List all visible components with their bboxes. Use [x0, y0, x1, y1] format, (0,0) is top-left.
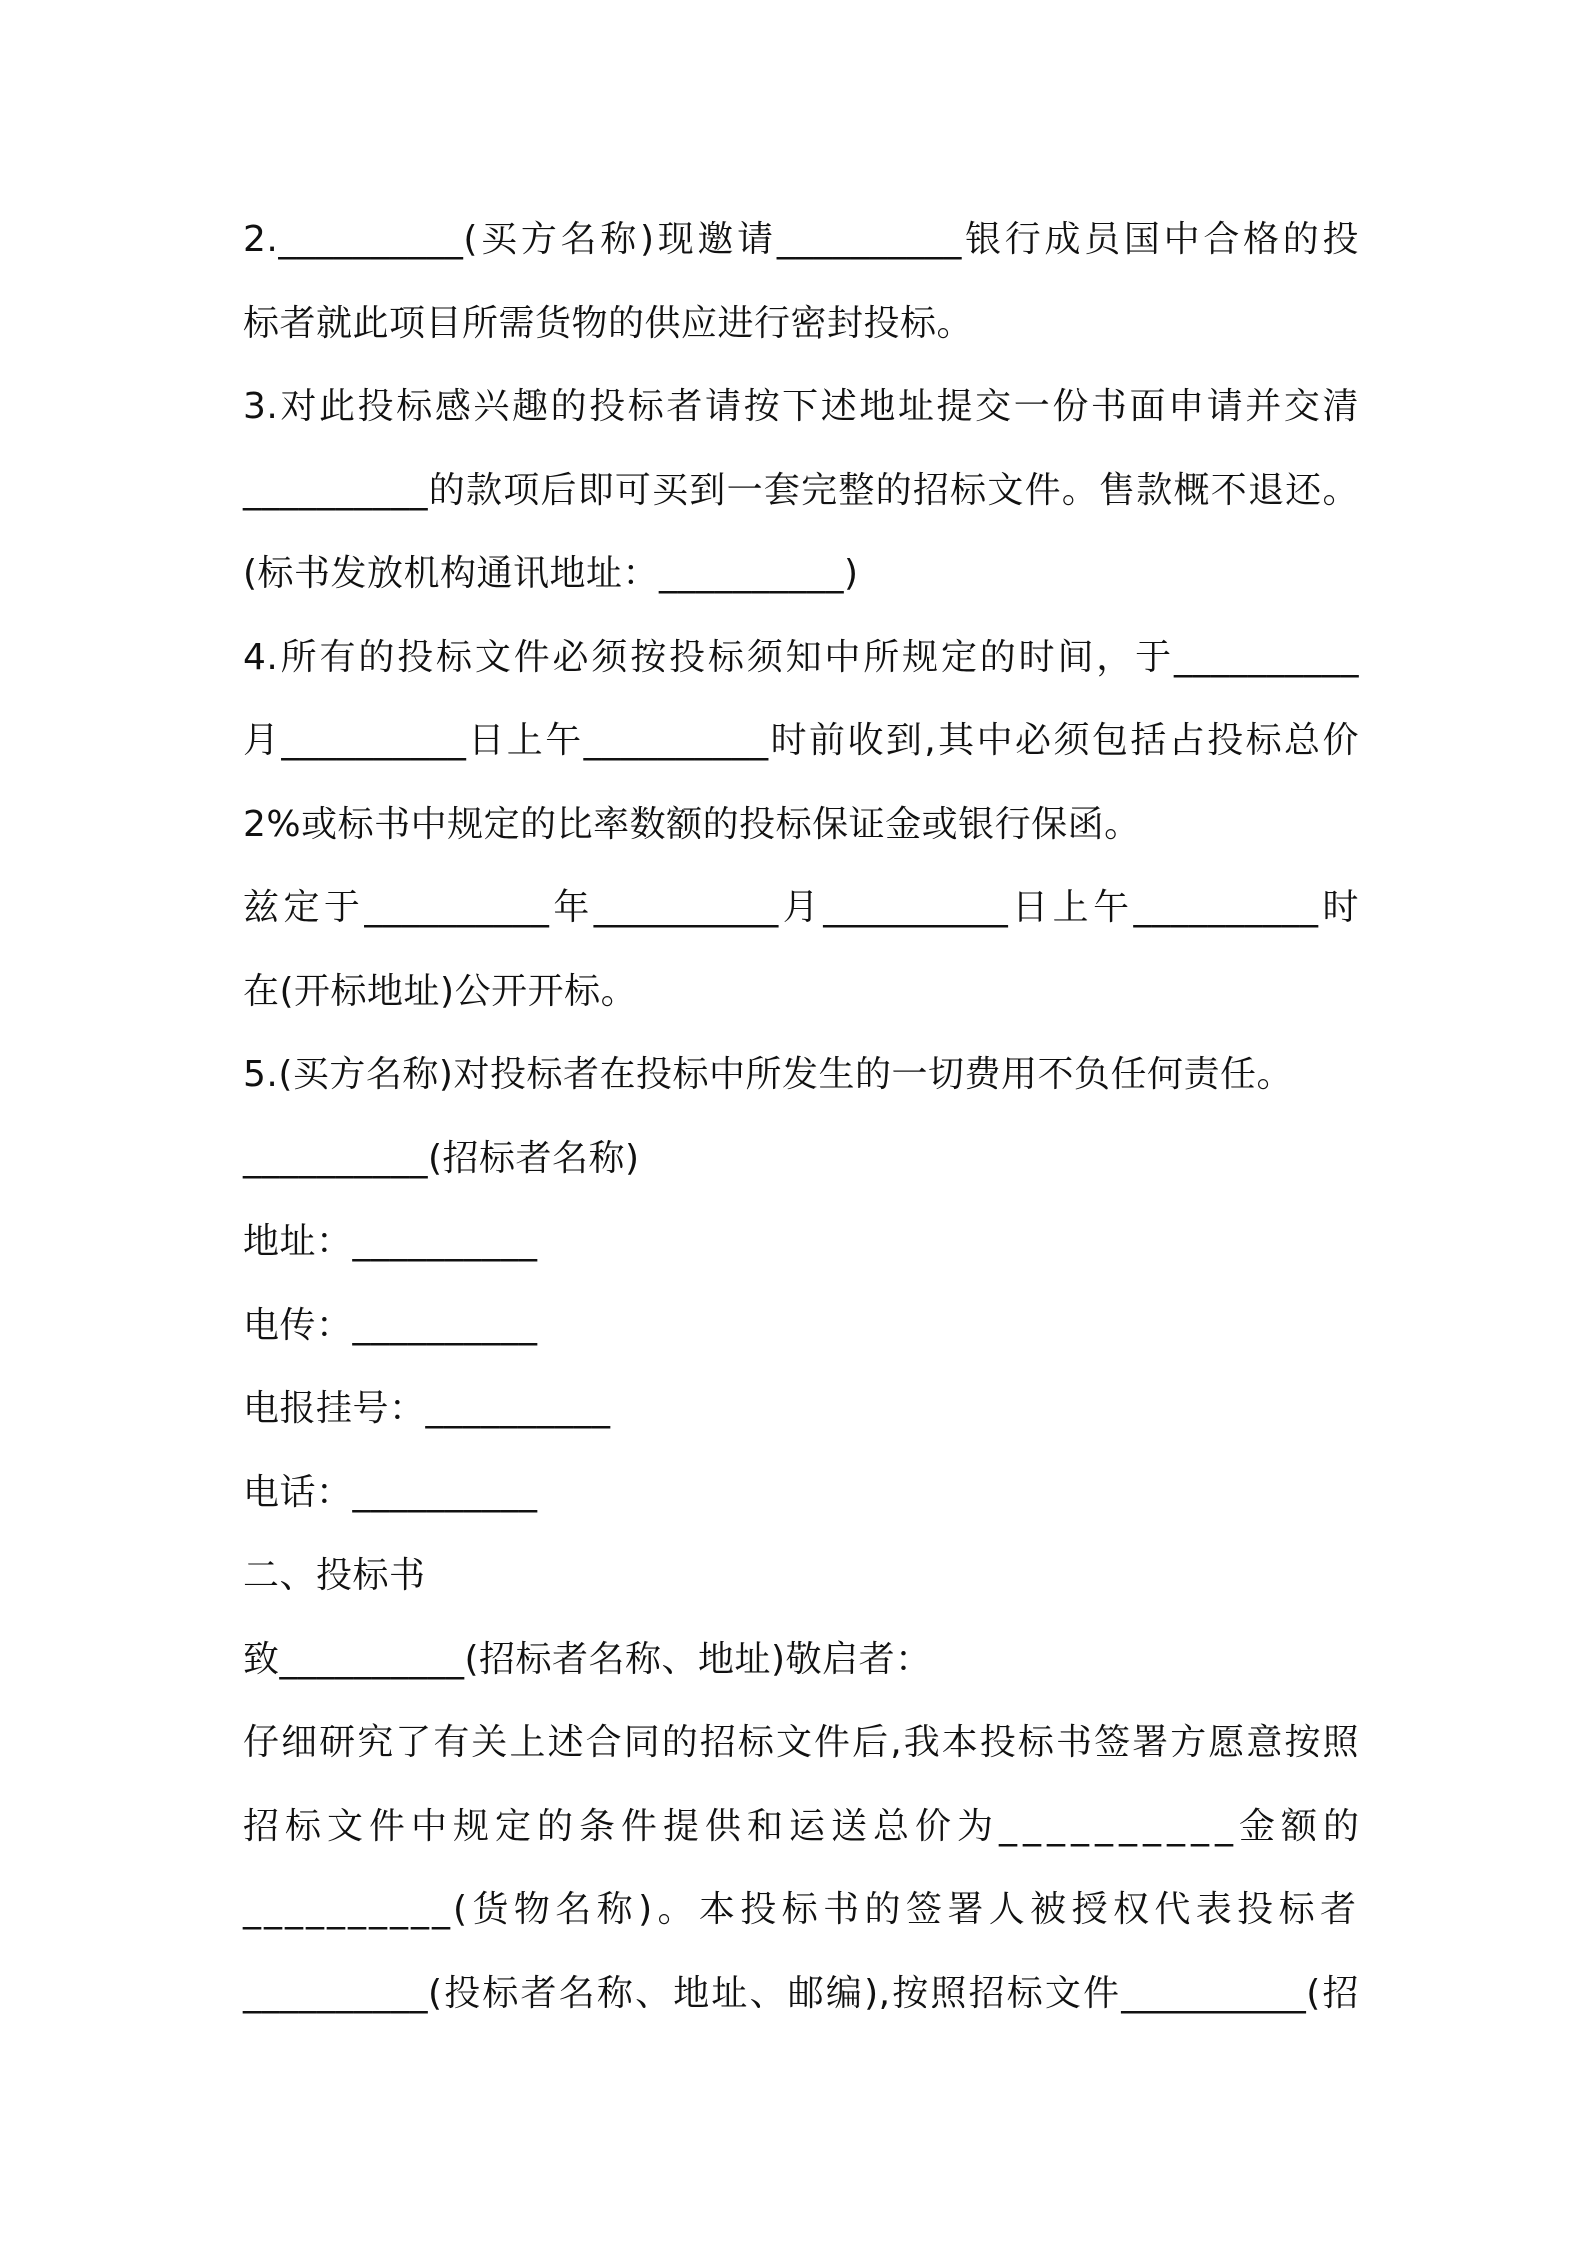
- section-heading-bid: 二、投标书: [243, 1555, 426, 1596]
- opening-date-line: 兹定于__________年__________月__________日上午__________时: [243, 887, 1359, 928]
- bid-paragraph-line-3: __________(货物名称)。本投标书的签署人被授权代表投标者: [243, 1889, 1359, 1930]
- paragraph-5: 5.(买方名称)对投标者在投标中所发生的一切费用不负任何责任。: [243, 1054, 1293, 1095]
- paragraph-3-line-1: 3.对此投标感兴趣的投标者请按下述地址提交一份书面申请并交清: [243, 386, 1359, 427]
- paragraph-4-line-3: 2%或标书中规定的比率数额的投标保证金或银行保函。: [243, 803, 1141, 845]
- paragraph-2-line-2: 标者就此项目所需货物的供应进行密封投标。: [243, 302, 974, 344]
- opening-location-line: 在(开标地址)公开开标。: [243, 970, 638, 1012]
- telephone-line: 电话：__________: [243, 1471, 538, 1513]
- paragraph-4-line-1: 4.所有的投标文件必须按投标须知中所规定的时间，于__________: [243, 636, 1359, 678]
- tenderer-name-line: __________(招标者名称): [243, 1137, 640, 1179]
- bid-paragraph-line-2: 招标文件中规定的条件提供和运送总价为__________金额的: [243, 1805, 1366, 1847]
- paragraph-2-line-1: 2.__________(买方名称)现邀请__________银行成员国中合格的投: [243, 219, 1359, 260]
- paragraph-3-address: (标书发放机构通讯地址：__________): [243, 553, 859, 594]
- salutation-line: 致__________(招标者名称、地址)敬启者：: [243, 1638, 932, 1680]
- bid-paragraph-line-4: __________(投标者名称、地址、邮编),按照招标文件__________(招: [243, 1972, 1359, 2014]
- cable-address-line: 电报挂号：__________: [243, 1388, 611, 1429]
- bid-paragraph-line-1: 仔细研究了有关上述合同的招标文件后,我本投标书签署方愿意按照: [243, 1722, 1359, 1763]
- telex-line: 电传：__________: [243, 1304, 538, 1346]
- address-line: 地址：__________: [243, 1221, 538, 1262]
- document-body: [243, 198, 1366, 2035]
- paragraph-4-line-2: 月__________日上午__________时前收到,其中必须包括占投标总价: [243, 720, 1359, 761]
- paragraph-3-line-2: __________的款项后即可买到一套完整的招标文件。售款概不退还。: [243, 469, 1359, 511]
